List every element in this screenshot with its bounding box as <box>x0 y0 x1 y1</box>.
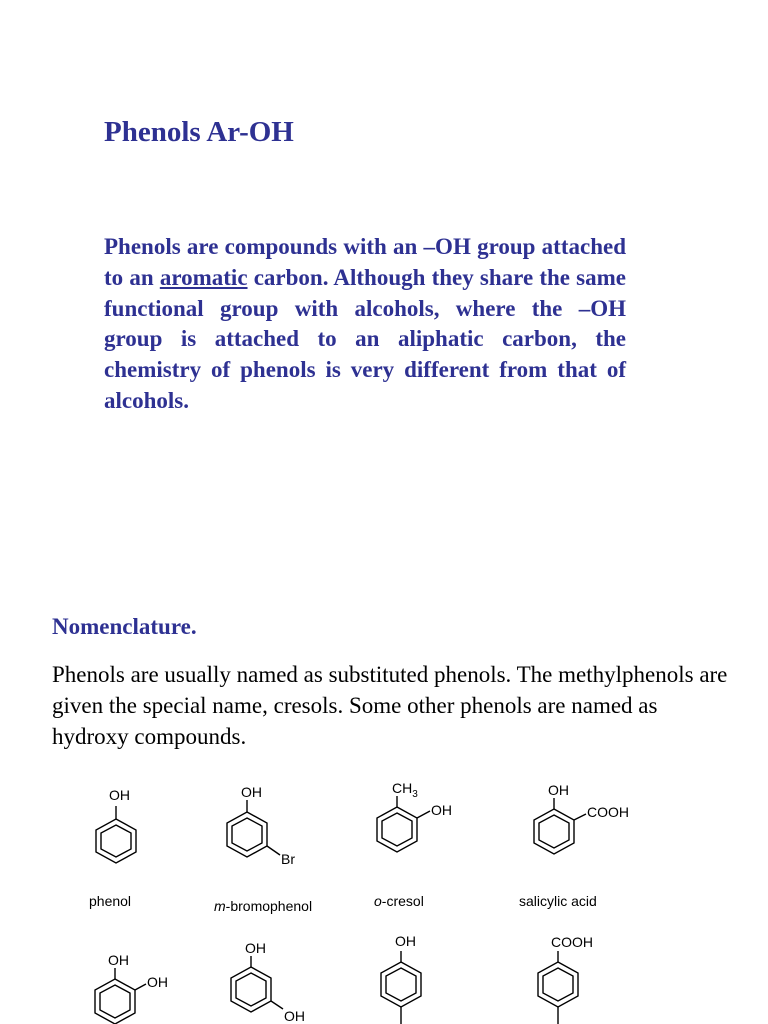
group-label-oh: OH <box>147 974 168 990</box>
caption-phenol: phenol <box>89 893 132 909</box>
structure-row2-1 <box>95 952 168 1024</box>
group-label-oh: OH <box>109 787 130 803</box>
group-label-ch3: $CH_3$ <box>392 780 418 800</box>
group-label-oh: OH <box>431 802 452 818</box>
section-heading-nomenclature: Nomenclature. <box>52 614 197 639</box>
structure-row2-4 <box>538 934 593 1024</box>
structure-salicylic-acid <box>534 782 629 854</box>
structure-row2-2 <box>231 940 305 1024</box>
intro-text-1: Phenols are compounds with an –OH group attached to an <box>104 234 626 290</box>
group-label-cooh: COOH <box>587 804 629 820</box>
structure-row2-3 <box>381 933 421 1024</box>
group-label-br: Br <box>281 851 295 867</box>
group-label-oh: OH <box>108 952 129 968</box>
caption-m-bromophenol: m-bromophenol <box>214 898 313 914</box>
group-label-oh: OH <box>284 1008 305 1024</box>
group-label-oh: OH <box>548 782 569 798</box>
group-label-oh: OH <box>241 784 262 800</box>
intro-text-2: carbon. Although they share the same functional group with alcohols, where the –OH group is attached to an aliphatic carbon, the chemistry of phenols is very different from that of alcohols. <box>104 264 626 413</box>
structure-o-cresol <box>377 780 452 852</box>
caption-salicylic-acid: salicylic acid <box>519 893 597 909</box>
page-title: Phenols Ar-OH <box>104 116 294 148</box>
structure-phenol <box>96 787 136 863</box>
caption-o-cresol: o-cresol <box>374 893 424 909</box>
group-label-oh: OH <box>395 933 416 949</box>
nomenclature-paragraph: Phenols are usually named as substituted phenols. The methylphenols are given the special name, cresols. Some other phenols are named as hydroxy compounds. <box>52 662 728 749</box>
group-label-cooh: COOH <box>551 934 593 950</box>
group-label-oh: OH <box>245 940 266 956</box>
intro-underlined-word: aromatic <box>159 264 248 290</box>
structure-m-bromophenol <box>227 784 295 867</box>
